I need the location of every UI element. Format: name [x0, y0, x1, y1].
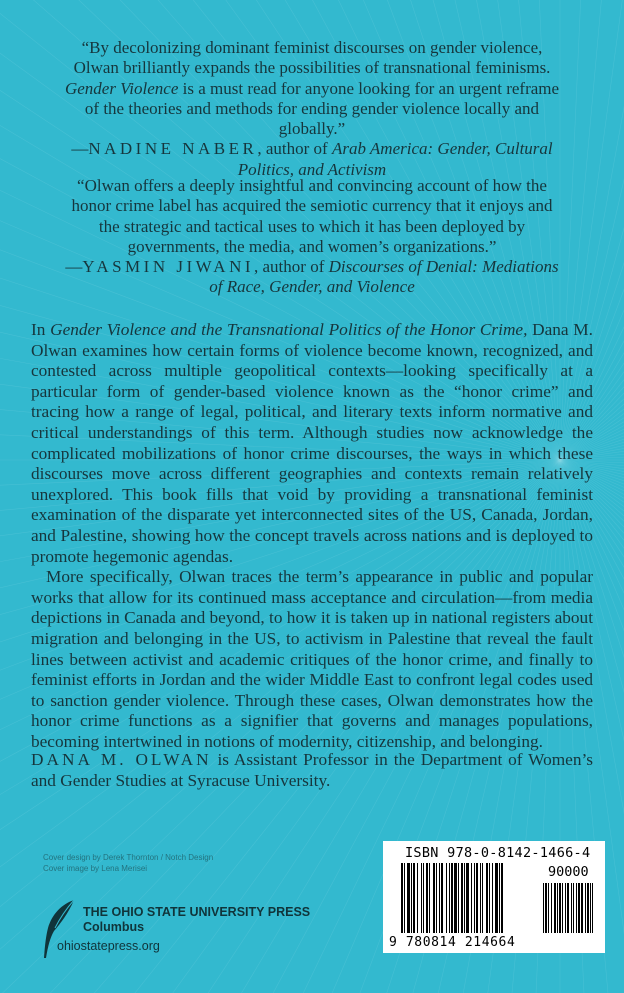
cover-design-credit: Cover design by Derek Thornton / Notch Design	[43, 853, 214, 862]
quote-2-book: Discourses of Denial: Mediations of Race, Gender, and Violence	[209, 257, 559, 297]
publisher-website: ohiostatepress.org	[57, 939, 160, 953]
quote-2-author: YASMIN JIWANI	[82, 257, 255, 277]
author-bio-text: is Assistant Professor in the Department of Women’s and Gender Studies at Syracuse University.	[31, 750, 593, 790]
book-description	[31, 320, 593, 752]
publisher-city: Columbus	[83, 920, 145, 934]
description-paragraph-1: In Gender Violence and the Transnational Politics of the Honor Crime, Dana M. Olwan examines how certain forms of violence become known, recognized, and contested across multiple geopolitical contexts—looking specifically at a particular form of gender-based violence known as the “honor crime” and tracing how a range of legal, political, and literary texts inform normative and critical understandings of this term. Although studies now acknowledge the complicated mobilizations of honor crime discourses, the ways in which these discourses move across different geographies and contexts remain relatively unexplored. This book fills that void by providing a transnational feminist examination of the disparate yet interconnected sites of the US, Canada, Jordan, and Palestine, showing how the concept travels across nations and is deployed to promote hegemonic agendas.	[31, 320, 593, 566]
isbn-number: ISBN 978-0-8142-1466-4	[405, 845, 591, 861]
author-bio-name: DANA M. OLWAN	[31, 750, 212, 769]
publisher-name: THE OHIO STATE UNIVERSITY PRESS	[83, 905, 311, 919]
quote-2-text: “Olwan offers a deeply insightful and convincing account of how the honor crime label has acquired the semiotic currency that it enjoys and the strategic and tactical uses to which it has been deployed by governments, the media, and women’s organizations.”	[71, 176, 553, 256]
isbn-barcode	[383, 841, 605, 953]
author-bio	[31, 750, 593, 791]
cover-credits	[43, 852, 213, 874]
description-paragraph-2: More specifically, Olwan traces the term’s appearance in public and popular works that allow for its continued mass acceptance and circulation—from media depictions in Canada and beyond, to how it is taken up in national registers about migration and belonging in the US, to activism in Palestine that reveal the fault lines between activist and academic critiques of the honor crime, and finally to feminist efforts in Jordan and the wider Middle East to confront legal codes used to sanction gender violence. Through these cases, Olwan demonstrates how the honor crime functions as a signifier that governs and manages populations, becoming intertwined in notions of modernity, citizenship, and belonging.	[31, 567, 594, 751]
quote-1-book: Arab America: Gender, Cultural Politics, and Activism	[237, 139, 553, 179]
endorsement-quote-2	[62, 176, 562, 298]
quote-1-attribution: —NADINE NABER, author of Arab America: Gender, Cultural Politics, and Activism	[71, 139, 553, 179]
cover-image-credit: Cover image by Lena Merisei	[43, 864, 148, 873]
quote-1-text: “By decolonizing dominant feminist discourses on gender violence, Olwan brilliantly expands the possibilities of transnational feminisms. Gender Violence is a must read for anyone looking for an urgent reframe of the theories and methods for ending gender violence locally and globally.”	[64, 38, 560, 139]
endorsement-quote-1	[62, 38, 562, 180]
quote-2-attribution: —YASMIN JIWANI, author of Discourses of Denial: Mediations of Race, Gender, and Violence	[65, 257, 559, 297]
price-code: 90000	[548, 864, 589, 880]
quote-1-author: NADINE NABER	[88, 139, 258, 159]
publisher-name-block	[83, 905, 310, 935]
ean-digits: 9 780814 214664	[389, 935, 516, 950]
